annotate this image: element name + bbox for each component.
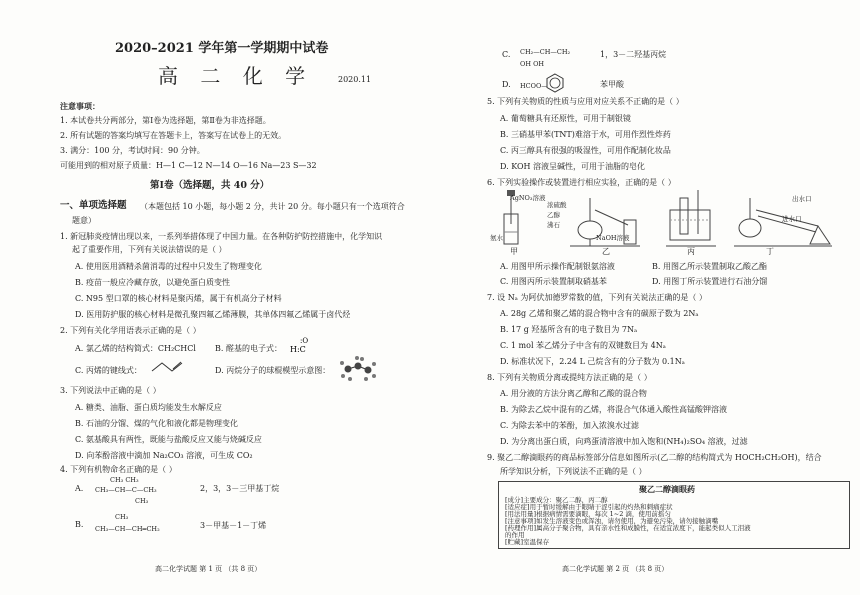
q5-option-a: A. 葡萄糖具有还原性，可用于制银镜 [500, 114, 631, 123]
q1-stem: 1. 新冠肺炎疫情出现以来，一系列举措体现了中国力量。在各种防护防控措施中，化学知识 [60, 232, 383, 241]
q4-a-formula-mid: CH₃—CH—C—CH₃ [95, 486, 157, 494]
q1-option-d: D. 医用防护服的核心材料是微孔聚四氟乙烯薄膜，其单体四氟乙烯属于卤代烃 [75, 310, 351, 319]
q4-c-formula-top: CH₂—CH—CH₂ [520, 48, 571, 56]
q7-option-c: C. 1 mol 苯乙烯分子中含有的双键数目为 4Nₐ [500, 341, 666, 350]
label-conc-sulfuric: 浓硫酸 [547, 201, 567, 209]
q7-option-b: B. 17 g 羟基所含有的电子数目为 7Nₐ [500, 325, 638, 334]
q5-option-d: D. KOH 溶液呈碱性，可用于油脂的皂化 [500, 162, 646, 171]
benzene-ring-icon [544, 72, 566, 94]
drug-label-line-6: 的作用 [505, 531, 525, 539]
q6-option-b: B. 用图乙所示装置制取乙酸乙酯 [652, 262, 767, 271]
label-boiling-chips: 沸石 [547, 221, 560, 229]
q7-option-d: D. 标准状况下，2.24 L 己烷含有的分子数为 0.1Nₐ [500, 357, 685, 366]
page-1-footer: 高二化学试题 第 1 页 （共 8 页） [155, 565, 262, 573]
q4-option-a-label: A. [75, 484, 84, 493]
drug-label-line-5: [药理作用]属高分子聚合物，具有亲水性和成膜性，在适宜浓度下，能起类似人工泪液 [505, 524, 751, 532]
q4-b-formula-top: CH₃ [115, 513, 129, 521]
q1-option-b: B. 疫苗一般应冷藏存放，以避免蛋白质变性 [75, 278, 230, 287]
propane-ball-stick-model-icon [338, 354, 378, 384]
q4-b-name: 3－甲基－1－丁烯 [200, 521, 267, 530]
label-naoh: NaOH溶液 [596, 234, 630, 242]
q5-option-b: B. 三硝基甲苯(TNT)难溶于水，可用作烈性炸药 [500, 130, 671, 139]
exam-title: 2020–2021 学年第一学期期中试卷 [115, 41, 329, 56]
q5-option-c: C. 丙三醇具有很强的吸湿性，可用作配制化妆品 [500, 146, 671, 155]
q3-option-a: A. 糖类、油脂、蛋白质均能发生水解反应 [75, 403, 222, 412]
q4-a-name: 2，3，3－三甲基丁烷 [200, 484, 280, 493]
q6-option-c: C. 用图丙所示装置制取硝基苯 [500, 277, 607, 286]
note-2: 2. 所有试题的答案均填写在答题卡上，答案写在试卷上的无效。 [60, 131, 287, 140]
q3-option-c: C. 氨基酸具有两性，既能与盐酸反应又能与烧碱反应 [75, 435, 262, 444]
q8-stem: 8. 下列有关物质分离或提纯方法正确的是（ ） [487, 373, 652, 382]
drug-label-line-1: [成分]主要成分：聚乙二醇，丙二醇 [505, 496, 608, 504]
svg-text::O: :O [300, 337, 309, 345]
propene-skeletal-formula-icon [150, 360, 190, 374]
section1-title: 一、单项选择题 [60, 200, 127, 211]
exam-date: 2020.11 [338, 75, 372, 84]
q4-option-d-label: D. [502, 80, 511, 89]
atomic-masses: 可能用到的相对原子质量：H—1 C—12 N—14 O—16 Na—23 S—32 [60, 161, 317, 170]
q8-option-d: D. 为分离出蛋白质，向鸡蛋清溶液中加入饱和(NH₄)₂SO₄ 溶液，过滤 [500, 437, 748, 446]
caption-bing: 丙 [687, 247, 695, 256]
q4-stem: 4. 下列有机物命名正确的是（ ） [60, 465, 177, 474]
label-ethanol: 乙醇 [547, 211, 560, 219]
q8-option-c: C. 为除去苯中的苯酚，加入浓溴水过滤 [500, 421, 639, 430]
caption-ding: 丁 [766, 247, 774, 256]
label-ammonia: 氨水 [490, 234, 503, 242]
section1-rules-cont: 题意） [72, 216, 96, 225]
q7-stem: 7. 设 Nₐ 为阿伏加德罗常数的值，下列有关说法正确的是（ ） [487, 293, 707, 302]
label-agno3: AgNO₃溶液 [510, 194, 546, 202]
drug-label-box [498, 481, 850, 549]
svg-text:H:C: H:C [290, 345, 306, 354]
q4-a-formula-bot: CH₃ [135, 497, 149, 505]
q3-stem: 3. 下列说法中正确的是（ ） [60, 386, 161, 395]
q4-d-name: 苯甲酸 [600, 80, 624, 89]
note-1: 1. 本试卷共分两部分，第Ⅰ卷为选择题，第Ⅱ卷为非选择题。 [60, 116, 271, 125]
caption-jia: 甲 [510, 247, 518, 256]
q3-option-b: B. 石油的分馏、煤的气化和液化都是物理变化 [75, 419, 238, 428]
notes-heading: 注意事项： [60, 101, 100, 111]
q9-stem-cont: 所学知识分析，下列说法不正确的是（ ） [500, 467, 647, 476]
label-water-inlet: 进水口 [782, 215, 802, 223]
q4-option-c-label: C. [502, 50, 511, 59]
exam-page-2 [432, 0, 860, 595]
q7-option-a: A. 28g 乙烯和聚乙烯的混合物中含有的碳原子数为 2Nₐ [500, 309, 699, 318]
q6-stem: 6. 下列实验操作或装置进行相应实验，正确的是（ ） [487, 178, 676, 187]
drug-label-title: 聚乙二醇滴眼药 [639, 484, 695, 494]
q4-c-name: 1，3－二羟基丙烷 [600, 50, 667, 59]
drug-label-line-3: [用法用量]根据病情需要滴眼，每次 1~2 滴，使用前摇匀 [505, 510, 671, 518]
aldehyde-electron-dot-icon [288, 336, 316, 358]
q6-option-a: A. 用图甲所示操作配制银氨溶液 [500, 262, 615, 271]
q4-a-formula-top: CH₃ CH₃ [110, 476, 139, 484]
note-3: 3. 满分：100 分，考试时间：90 分钟。 [60, 146, 205, 155]
q4-d-formula: HCOO— [520, 82, 548, 90]
q2-option-a: A. 氯乙烯的结构简式：CH₂CHCl [75, 344, 196, 353]
q8-option-a: A. 用分液的方法分离乙醇和乙酸的混合物 [500, 389, 647, 398]
page-2-footer: 高二化学试题 第 2 页 （共 8 页） [562, 565, 669, 573]
drug-label-line-4: [注意事项]如发生溶液变色或浑浊，请勿使用，为避免污染，请勿接触滴嘴 [505, 517, 719, 525]
drug-label-line-7: [贮藏]室温保存 [505, 538, 550, 546]
q1-option-a: A. 使用医用酒精杀菌消毒的过程中只发生了物理变化 [75, 262, 262, 271]
apparatus-bing-drawing [664, 190, 724, 250]
q8-option-b: B. 为除去乙烷中混有的乙烯，将混合气体通入酸性高锰酸钾溶液 [500, 405, 727, 414]
q9-stem: 9. 聚乙二醇滴眼药的商品标签部分信息如图所示(乙二醇的结构简式为 HOCH₂CH₂OH)，结合 [487, 453, 822, 462]
exam-subject: 高 二 化 学 [158, 64, 314, 88]
q2-option-c: C. 丙烯的键线式： [75, 366, 142, 375]
q4-option-b-label: B. [75, 520, 84, 529]
q4-c-formula-bot: OH OH [520, 60, 545, 68]
q1-option-c: C. N95 型口罩的核心材料是聚丙烯，属于有机高分子材料 [75, 294, 282, 303]
label-water-outlet: 出水口 [792, 195, 812, 203]
q3-option-d: D. 向苯酚溶液中滴加 Na₂CO₃ 溶液，可生成 CO₂ [75, 451, 253, 460]
part1-title: 第Ⅰ卷（选择题，共 40 分） [150, 180, 270, 191]
q5-stem: 5. 下列有关物质的性质与应用对应关系不正确的是（ ） [487, 97, 684, 106]
drug-label-line-2: [适应症]用于暂时缓解由于眼睛干涩引起的灼热和刺痛症状 [505, 503, 673, 511]
q6-option-d: D. 用图丁所示装置进行石油分馏 [652, 277, 768, 286]
q4-b-formula-mid: CH₃—CH—CH═CH₂ [95, 525, 160, 533]
caption-yi: 乙 [602, 247, 610, 256]
q2-option-d: D. 丙烷分子的球棍模型示意图： [215, 366, 331, 375]
section1-rules: （本题包括 10 小题，每小题 2 分，共计 20 分。每小题只有一个选项符合 [140, 202, 405, 211]
q2-stem: 2. 下列有关化学用语表示正确的是（ ） [60, 326, 201, 335]
q2-option-b: B. 醛基的电子式： [215, 344, 282, 353]
q1-stem-cont: 起了重要作用，下列有关说法错误的是（ ） [72, 245, 227, 254]
